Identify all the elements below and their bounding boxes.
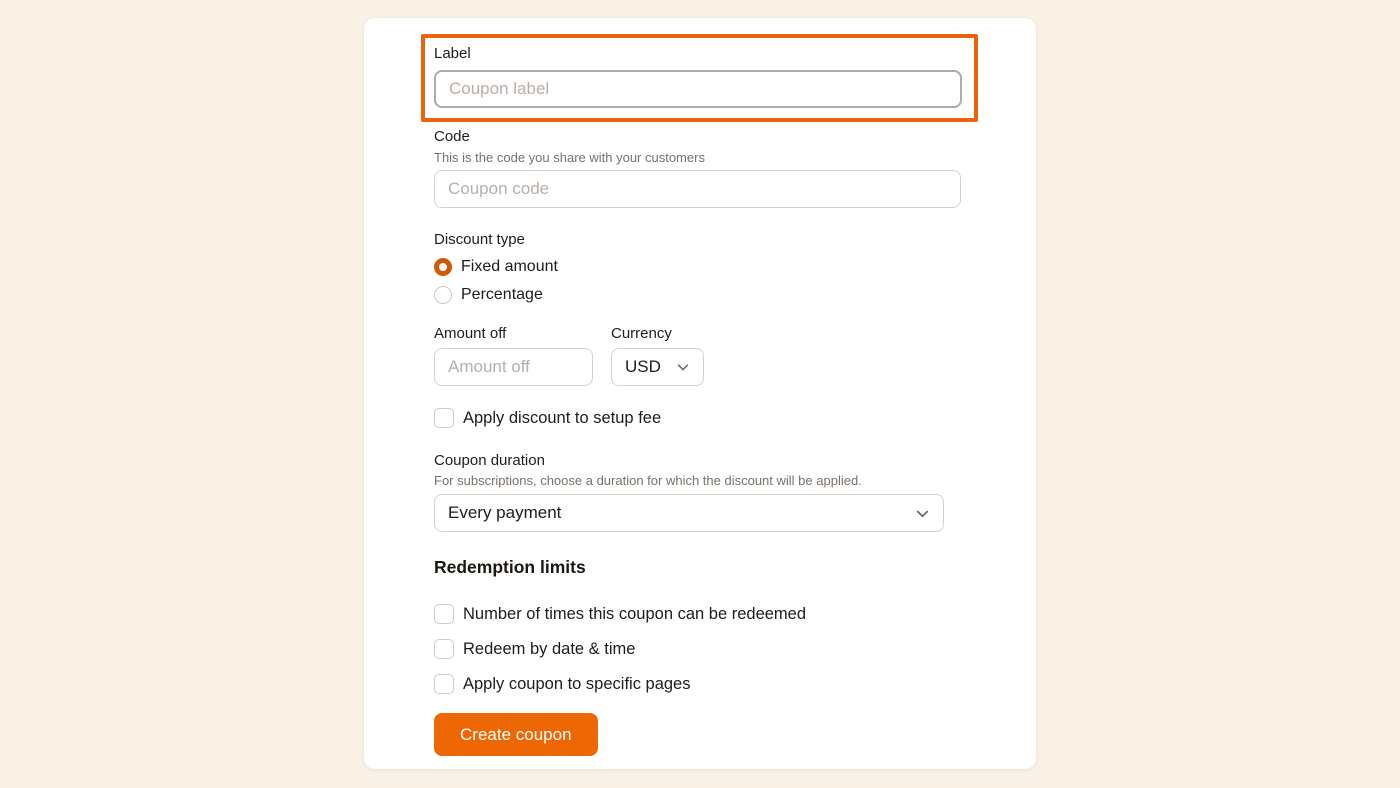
create-coupon-button[interactable]: Create coupon [434, 713, 598, 756]
code-field-label: Code [434, 128, 470, 145]
chevron-down-icon [676, 360, 690, 374]
redemption-checkbox-label: Redeem by date & time [463, 640, 636, 658]
radio-option-fixed-amount[interactable] [434, 256, 1036, 278]
currency-group [611, 324, 704, 386]
checkbox-unchecked-icon[interactable] [434, 674, 454, 694]
radio-unselected-icon[interactable] [434, 286, 452, 304]
currency-selected-value: USD [625, 357, 661, 376]
redemption-limits-heading: Redemption limits [434, 557, 586, 577]
discount-type-label: Discount type [434, 231, 525, 248]
setup-fee-checkbox-label: Apply discount to setup fee [463, 409, 662, 427]
coupon-duration-group [434, 451, 1036, 532]
discount-type-group [434, 230, 1036, 306]
coupon-code-input[interactable] [434, 170, 961, 208]
amount-off-group [434, 324, 593, 386]
checkbox-unchecked-icon[interactable] [434, 604, 454, 624]
checkbox-unchecked-icon[interactable] [434, 639, 454, 659]
radio-option-label: Percentage [461, 286, 543, 303]
chevron-down-icon [915, 506, 930, 521]
coupon-duration-select[interactable] [434, 494, 944, 532]
label-field-highlight [421, 34, 978, 122]
radio-option-label: Fixed amount [461, 258, 558, 275]
amount-off-input[interactable] [434, 348, 593, 386]
code-field-group [434, 127, 1036, 208]
checkbox-unchecked-icon[interactable] [434, 408, 454, 428]
redemption-checkbox-row-times[interactable] [434, 602, 1036, 626]
duration-selected-value: Every payment [448, 503, 562, 522]
currency-select[interactable] [611, 348, 704, 386]
amount-off-label: Amount off [434, 325, 507, 342]
coupon-label-input[interactable] [434, 70, 962, 108]
label-field-label: Label [434, 45, 471, 62]
redemption-limits-list [434, 602, 1036, 696]
code-field-helper: This is the code you share with your customers [434, 150, 705, 165]
redemption-checkbox-label: Number of times this coupon can be redeemed [463, 605, 807, 623]
redemption-checkbox-label: Apply coupon to specific pages [463, 675, 691, 693]
currency-label: Currency [611, 325, 672, 342]
redemption-checkbox-row-pages[interactable] [434, 672, 1036, 696]
coupon-duration-label: Coupon duration [434, 452, 545, 469]
create-coupon-card [363, 17, 1037, 770]
setup-fee-checkbox-row[interactable] [434, 406, 1036, 430]
redemption-checkbox-row-date[interactable] [434, 637, 1036, 661]
coupon-duration-helper: For subscriptions, choose a duration for which the discount will be applied. [434, 473, 862, 488]
radio-selected-icon[interactable] [434, 258, 452, 276]
radio-option-percentage[interactable] [434, 284, 1036, 306]
amount-currency-row [434, 324, 1036, 386]
